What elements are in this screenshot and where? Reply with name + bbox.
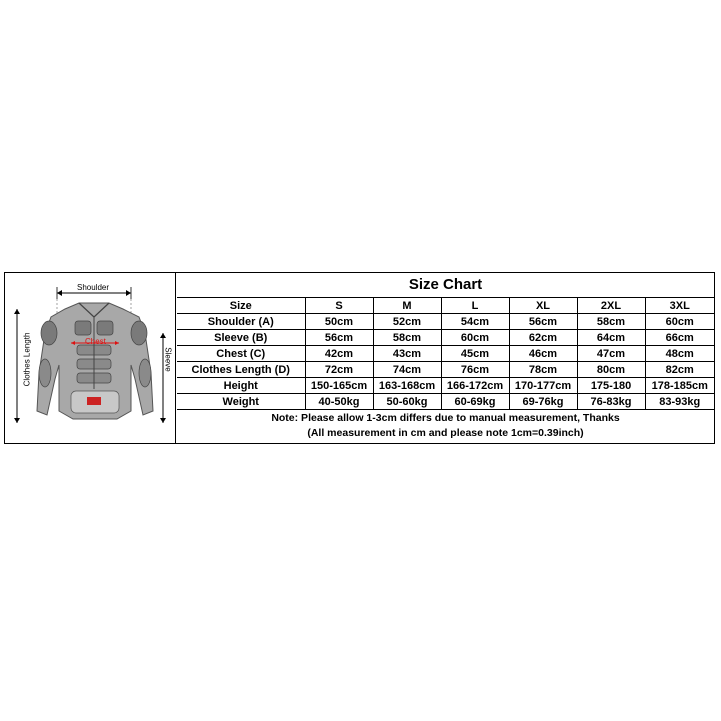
row-label-cell: Weight [177, 394, 305, 410]
size-value-cell: 76-83kg [577, 394, 645, 410]
size-value-cell: 2XL [577, 298, 645, 314]
size-note [177, 410, 714, 441]
size-value-cell: 83-93kg [645, 394, 714, 410]
table-header-row [177, 298, 714, 314]
size-value-cell: 56cm [305, 330, 373, 346]
row-label-cell: Shoulder (A) [177, 314, 305, 330]
size-value-cell: 64cm [577, 330, 645, 346]
size-value-cell: 80cm [577, 362, 645, 378]
row-label-cell: Sleeve (B) [177, 330, 305, 346]
size-value-cell: 74cm [373, 362, 441, 378]
size-value-cell: 78cm [509, 362, 577, 378]
chest-label: Chest [85, 337, 106, 346]
table-row [177, 394, 714, 410]
sleeve-label: Sleeve [163, 347, 173, 372]
size-value-cell: 52cm [373, 314, 441, 330]
size-value-cell: 66cm [645, 330, 714, 346]
size-value-cell: 69-76kg [509, 394, 577, 410]
note-line-2: (All measurement in cm and please note 1cm=0.39inch) [307, 427, 584, 439]
jacket-figure [5, 273, 176, 443]
size-value-cell: 50cm [305, 314, 373, 330]
size-value-cell: M [373, 298, 441, 314]
size-value-cell: 54cm [441, 314, 509, 330]
size-value-cell: 56cm [509, 314, 577, 330]
size-value-cell: 58cm [373, 330, 441, 346]
row-label-cell: Height [177, 378, 305, 394]
size-value-cell: 40-50kg [305, 394, 373, 410]
size-value-cell: 178-185cm [645, 378, 714, 394]
clothes-length-label: Clothes Length [22, 332, 32, 387]
size-value-cell: 163-168cm [373, 378, 441, 394]
size-value-cell: 47cm [577, 346, 645, 362]
size-value-cell: 175-180 [577, 378, 645, 394]
chart-title: Size Chart [177, 273, 714, 298]
size-chart-frame [4, 272, 715, 444]
size-value-cell: L [441, 298, 509, 314]
table-row [177, 346, 714, 362]
size-value-cell: 62cm [509, 330, 577, 346]
size-value-cell: 60cm [441, 330, 509, 346]
table-row [177, 314, 714, 330]
size-value-cell: 72cm [305, 362, 373, 378]
row-label-cell: Size [177, 298, 305, 314]
size-value-cell: 43cm [373, 346, 441, 362]
table-row [177, 362, 714, 378]
size-value-cell: 46cm [509, 346, 577, 362]
size-value-cell: 60cm [645, 314, 714, 330]
size-value-cell: 76cm [441, 362, 509, 378]
note-line-1: Note: Please allow 1-3cm differs due to manual measurement, Thanks [271, 412, 620, 424]
size-value-cell: 82cm [645, 362, 714, 378]
size-value-cell: 50-60kg [373, 394, 441, 410]
size-value-cell: XL [509, 298, 577, 314]
table-row [177, 378, 714, 394]
shoulder-label: Shoulder [77, 283, 110, 292]
size-value-cell: 150-165cm [305, 378, 373, 394]
row-label-cell: Clothes Length (D) [177, 362, 305, 378]
size-value-cell: 58cm [577, 314, 645, 330]
size-value-cell: 60-69kg [441, 394, 509, 410]
size-chart [177, 273, 714, 441]
size-value-cell: 48cm [645, 346, 714, 362]
row-label-cell: Chest (C) [177, 346, 305, 362]
size-value-cell: 3XL [645, 298, 714, 314]
size-value-cell: 42cm [305, 346, 373, 362]
size-value-cell: 166-172cm [441, 378, 509, 394]
size-table [177, 298, 714, 410]
size-value-cell: 170-177cm [509, 378, 577, 394]
size-value-cell: S [305, 298, 373, 314]
size-value-cell: 45cm [441, 346, 509, 362]
table-row [177, 330, 714, 346]
